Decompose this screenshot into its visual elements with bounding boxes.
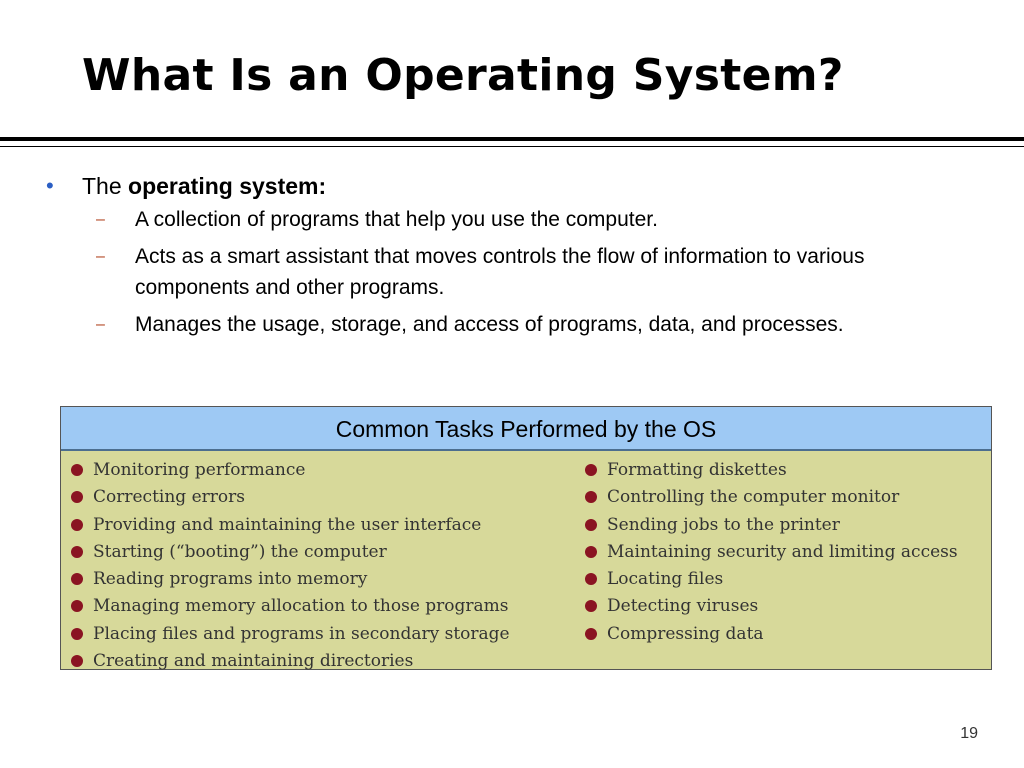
task-item xyxy=(71,484,510,511)
title-divider-thin xyxy=(0,146,1024,147)
sub-bullet-text: A collection of programs that help you use the computer. xyxy=(135,208,658,231)
task-item xyxy=(585,484,958,511)
task-label: Detecting viruses xyxy=(607,596,759,617)
sub-bullet-text: Manages the usage, storage, and access of programs, data, and processes. xyxy=(135,313,844,336)
task-bullet-icon xyxy=(585,573,597,585)
table-header: Common Tasks Performed by the OS xyxy=(61,407,991,451)
task-item xyxy=(585,593,958,620)
task-bullet-icon xyxy=(585,464,597,476)
dash-icon: – xyxy=(96,316,105,333)
slide-title: What Is an Operating System? xyxy=(82,50,844,101)
task-label: Correcting errors xyxy=(93,487,245,508)
task-bullet-icon xyxy=(71,628,83,640)
sub-bullet-item xyxy=(42,204,982,235)
task-item xyxy=(585,457,958,484)
task-bullet-icon xyxy=(71,655,83,667)
task-bullet-icon xyxy=(71,546,83,558)
task-item xyxy=(585,621,958,648)
task-item xyxy=(585,566,958,593)
title-divider-thick xyxy=(0,137,1024,141)
task-bullet-icon xyxy=(71,464,83,476)
sub-bullet-item xyxy=(42,309,982,340)
task-label: Reading programs into memory xyxy=(93,569,368,590)
bullet-dot-icon: • xyxy=(46,173,54,198)
task-bullet-icon xyxy=(71,491,83,503)
task-bullet-icon xyxy=(585,600,597,612)
task-bullet-icon xyxy=(71,573,83,585)
task-item xyxy=(71,593,510,620)
task-label: Managing memory allocation to those programs xyxy=(93,596,509,617)
task-item xyxy=(71,539,510,566)
task-label: Sending jobs to the printer xyxy=(607,514,840,535)
bullet-item xyxy=(42,170,982,202)
page-number: 19 xyxy=(960,725,978,742)
task-bullet-icon xyxy=(71,519,83,531)
task-label: Locating files xyxy=(607,569,724,590)
task-item xyxy=(585,512,958,539)
task-list-left xyxy=(71,457,510,675)
sub-bullet-item xyxy=(42,241,982,303)
task-label: Placing files and programs in secondary storage xyxy=(93,623,510,644)
task-bullet-icon xyxy=(585,519,597,531)
task-item xyxy=(71,457,510,484)
task-label: Monitoring performance xyxy=(93,460,306,480)
task-label: Controlling the computer monitor xyxy=(607,487,900,508)
task-label: Compressing data xyxy=(607,623,764,644)
task-label: Starting (“booting”) the computer xyxy=(93,541,387,562)
task-label: Maintaining security and limiting access xyxy=(607,541,958,562)
os-tasks-table xyxy=(60,406,992,670)
task-label: Creating and maintaining directories xyxy=(93,651,414,672)
task-bullet-icon xyxy=(71,600,83,612)
dash-icon: – xyxy=(96,248,105,265)
dash-icon: – xyxy=(96,211,105,228)
task-item xyxy=(71,566,510,593)
table-body xyxy=(61,451,991,672)
bullet-bold-term: operating system: xyxy=(128,173,327,199)
bullet-prefix: The xyxy=(82,173,122,199)
task-item xyxy=(71,621,510,648)
task-label: Providing and maintaining the user interface xyxy=(93,514,482,535)
task-item xyxy=(71,512,510,539)
task-item xyxy=(71,648,510,675)
task-bullet-icon xyxy=(585,491,597,503)
task-list-right xyxy=(585,457,958,648)
bullet-list xyxy=(42,170,982,346)
task-item xyxy=(585,539,958,566)
sub-bullet-text: Acts as a smart assistant that moves controls the flow of information to various components and other programs. xyxy=(135,245,865,299)
task-bullet-icon xyxy=(585,628,597,640)
task-bullet-icon xyxy=(585,546,597,558)
task-label: Formatting diskettes xyxy=(607,460,787,480)
